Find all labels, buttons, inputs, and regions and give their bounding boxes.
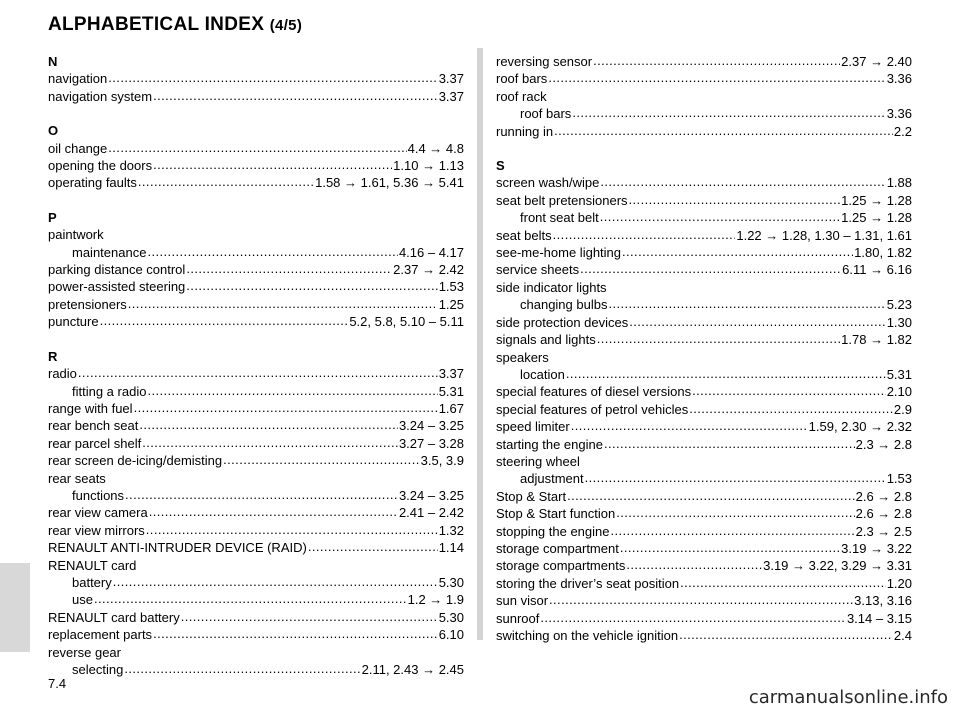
index-entry — [496, 627, 912, 644]
page-reference: 3.27 – 3.28 — [398, 435, 464, 451]
index-entry — [48, 278, 464, 295]
index-subentry — [48, 574, 464, 591]
letter-heading: S — [496, 158, 505, 174]
index-entry — [496, 314, 912, 331]
dot-leader — [580, 260, 841, 274]
entry-label: navigation system — [48, 88, 153, 104]
page-reference: 3.19 → 3.22 — [841, 540, 912, 556]
index-subentry — [48, 383, 464, 400]
page-reference: 3.13, 3.16 — [854, 593, 912, 609]
index-entry — [48, 140, 464, 157]
entry-label: rear bench seat — [48, 418, 139, 434]
dot-leader — [679, 626, 893, 640]
index-entry — [496, 244, 912, 261]
page-number: 7.4 — [48, 676, 67, 691]
dot-leader — [610, 522, 854, 536]
entry-label: sunroof — [496, 610, 540, 626]
dot-leader — [149, 503, 398, 517]
page-reference: 1.14 — [438, 540, 464, 556]
entry-label: location — [520, 366, 565, 382]
index-entry — [496, 227, 912, 244]
page-reference: 1.80, 1.82 — [854, 245, 912, 261]
page-reference: 2.41 – 2.42 — [398, 505, 464, 521]
page-reference: 2.9 — [893, 401, 912, 417]
entry-label: opening the doors — [48, 158, 153, 174]
page-reference: 1.10 → 1.13 — [393, 158, 464, 174]
dot-leader — [620, 539, 840, 553]
page-reference: 5.30 — [438, 574, 464, 590]
page-reference: 2.10 — [886, 384, 912, 400]
page-reference: 3.37 — [438, 71, 464, 87]
dot-leader — [128, 295, 438, 309]
page-reference: 2.37 → 2.42 — [393, 262, 464, 278]
entry-label: parking distance control — [48, 262, 186, 278]
dot-leader — [572, 104, 885, 118]
entry-label: replacement parts — [48, 627, 153, 643]
index-entry — [48, 609, 464, 626]
entry-label: RENAULT ANTI-INTRUDER DEVICE (RAID) — [48, 540, 307, 556]
dot-leader — [626, 556, 762, 570]
page-reference: 1.88 — [886, 175, 912, 191]
dot-leader — [604, 435, 855, 449]
index-entry — [496, 174, 912, 191]
page-reference: 3.5, 3.9 — [420, 453, 464, 469]
index-entry — [496, 505, 912, 522]
dot-leader — [585, 469, 886, 483]
dot-leader — [186, 277, 437, 291]
page-reference: 4.4 → 4.8 — [407, 140, 464, 156]
entry-label: range with fuel — [48, 400, 133, 416]
column-divider — [477, 48, 483, 640]
page-reference: 6.11 → 6.16 — [842, 262, 912, 278]
entry-label: sun visor — [496, 593, 549, 609]
dot-leader — [629, 191, 841, 205]
index-entry — [48, 435, 464, 452]
dot-leader — [680, 574, 886, 588]
index-entry-group: paintwork — [48, 227, 104, 243]
index-subentry — [496, 105, 912, 122]
index-entry-group: reverse gear — [48, 644, 121, 660]
watermark-logo: carmanualsonline.info — [748, 687, 948, 708]
entry-label: Stop & Start — [496, 488, 567, 504]
entry-label: special features of petrol vehicles — [496, 401, 689, 417]
index-entry — [496, 53, 912, 70]
dot-leader — [540, 609, 846, 623]
entry-label: switching on the vehicle ignition — [496, 628, 679, 643]
index-subentry — [48, 591, 464, 608]
page-reference: 1.58 → 1.61, 5.36 → 5.41 — [315, 175, 464, 191]
index-entry — [48, 313, 464, 330]
dot-leader — [108, 69, 437, 83]
entry-label: rear parcel shelf — [48, 435, 142, 451]
index-entry — [496, 592, 912, 609]
page-reference: 1.32 — [438, 522, 464, 538]
dot-leader — [566, 365, 886, 379]
page-reference: 5.2, 5.8, 5.10 – 5.11 — [349, 314, 464, 330]
index-entry — [48, 626, 464, 643]
index-entry — [496, 401, 912, 418]
index-entry — [48, 157, 464, 174]
page-reference: 3.37 — [438, 88, 464, 104]
page-reference: 1.25 → 1.28 — [841, 192, 912, 208]
index-entry — [48, 70, 464, 87]
dot-leader — [153, 87, 438, 101]
entry-label: operating faults — [48, 175, 137, 191]
entry-label: stopping the engine — [496, 523, 610, 539]
dot-leader — [146, 521, 438, 535]
index-entry — [496, 192, 912, 209]
dot-leader — [608, 295, 885, 309]
index-entry — [496, 557, 912, 574]
index-entry — [48, 261, 464, 278]
index-entry — [496, 70, 912, 87]
entry-label: functions — [72, 487, 125, 503]
dot-leader — [600, 173, 885, 187]
dot-leader — [124, 660, 360, 674]
index-entry — [496, 261, 912, 278]
index-entry — [496, 418, 912, 435]
entry-label: oil change — [48, 140, 108, 156]
dot-leader — [223, 451, 419, 465]
entry-label: battery — [72, 574, 112, 590]
dot-leader — [94, 590, 407, 604]
index-entry — [496, 540, 912, 557]
entry-label: starting the engine — [496, 436, 603, 452]
index-entry — [48, 522, 464, 539]
entry-label: special features of diesel versions — [496, 384, 692, 400]
page-reference: 1.53 — [886, 471, 912, 487]
entry-label: RENAULT card battery — [48, 609, 180, 625]
index-entry-group: speakers — [496, 349, 549, 365]
dot-leader — [78, 364, 438, 378]
index-subentry — [48, 487, 464, 504]
entry-label: rear screen de-icing/demisting — [48, 453, 223, 469]
index-entry-group: side indicator lights — [496, 279, 607, 295]
dot-leader — [567, 487, 855, 501]
dot-leader — [622, 243, 853, 257]
page-reference: 1.78 → 1.82 — [841, 332, 912, 348]
page-reference: 2.4 — [893, 628, 912, 643]
dot-leader — [113, 573, 438, 587]
entry-label: maintenance — [72, 244, 147, 260]
index-entry — [48, 452, 464, 469]
index-entry — [48, 88, 464, 105]
index-entry-group: steering wheel — [496, 453, 580, 469]
entry-label: screen wash/wipe — [496, 175, 600, 191]
index-column-right — [496, 53, 912, 644]
dot-leader — [181, 608, 438, 622]
dot-leader — [692, 382, 886, 396]
dot-leader — [186, 260, 392, 274]
entry-label: puncture — [48, 314, 99, 330]
index-entry — [496, 610, 912, 627]
entry-label: see-me-home lighting — [496, 245, 622, 261]
dot-leader — [134, 399, 438, 413]
page-reference: 5.23 — [886, 297, 912, 313]
index-entry — [48, 417, 464, 434]
page-reference: 2.2 — [893, 123, 912, 139]
page-reference: 1.25 → 1.28 — [841, 210, 912, 226]
entry-label: front seat belt — [520, 210, 599, 226]
page-reference: 3.36 — [886, 106, 912, 122]
dot-leader — [108, 139, 406, 153]
page-reference: 2.3 → 2.5 — [855, 523, 912, 539]
index-subentry — [48, 244, 464, 261]
entry-label: power-assisted steering — [48, 279, 186, 295]
index-entry-group: rear seats — [48, 470, 106, 486]
index-entry — [48, 174, 464, 191]
page-reference: 1.53 — [438, 279, 464, 295]
letter-heading: N — [48, 54, 58, 69]
entry-label: use — [72, 592, 93, 608]
entry-label: rear view mirrors — [48, 522, 145, 538]
index-subentry — [496, 366, 912, 383]
dot-leader — [549, 591, 853, 605]
entry-label: seat belts — [496, 227, 552, 243]
entry-label: pretensioners — [48, 296, 127, 312]
entry-label: reversing sensor — [496, 54, 593, 69]
entry-label: fitting a radio — [72, 383, 147, 399]
entry-label: roof bars — [496, 71, 548, 87]
page-reference: 2.6 → 2.8 — [855, 488, 912, 504]
entry-label: adjustment — [520, 471, 584, 487]
index-entry — [48, 400, 464, 417]
dot-leader — [147, 243, 397, 257]
page-reference: 3.36 — [886, 71, 912, 87]
dot-leader — [100, 312, 349, 326]
dot-leader — [308, 538, 438, 552]
dot-leader — [147, 382, 437, 396]
entry-label: running in — [496, 123, 554, 139]
page-reference: 1.25 — [438, 296, 464, 312]
dot-leader — [125, 486, 398, 500]
entry-label: rear view camera — [48, 505, 148, 521]
dot-leader — [139, 416, 398, 430]
section-gap — [48, 192, 464, 209]
index-column-left — [48, 53, 464, 678]
page-reference: 3.14 – 3.15 — [846, 610, 912, 626]
entry-label: changing bulbs — [520, 297, 608, 313]
entry-label: service sheets — [496, 262, 580, 278]
page-reference: 3.37 — [438, 366, 464, 382]
dot-leader — [548, 69, 885, 83]
page-title — [48, 14, 302, 36]
entry-label: roof bars — [520, 106, 572, 122]
dot-leader — [629, 313, 885, 327]
section-tab — [0, 563, 30, 652]
dot-leader — [153, 156, 392, 170]
section-gap — [48, 331, 464, 348]
page-reference: 2.11, 2.43 → 2.45 — [361, 662, 464, 677]
dot-leader — [689, 400, 893, 414]
page-reference: 5.30 — [438, 609, 464, 625]
index-entry — [48, 539, 464, 556]
letter-heading: R — [48, 348, 58, 364]
page-reference: 3.19 → 3.22, 3.29 → 3.31 — [763, 558, 912, 574]
index-entry — [496, 523, 912, 540]
entry-label: selecting — [72, 662, 124, 677]
page-reference: 6.10 — [438, 627, 464, 643]
page-reference: 2.3 → 2.8 — [855, 436, 912, 452]
dot-leader — [600, 208, 840, 222]
title-main: ALPHABETICAL INDEX — [48, 14, 265, 35]
dot-leader — [142, 434, 398, 448]
index-entry — [496, 331, 912, 348]
letter-heading: O — [48, 123, 59, 139]
title-part: (4/5) — [269, 17, 303, 34]
entry-label: storage compartment — [496, 540, 619, 556]
dot-leader — [553, 226, 736, 240]
page-reference: 3.24 – 3.25 — [398, 487, 464, 503]
dot-leader — [138, 173, 314, 187]
section-gap — [48, 105, 464, 122]
dot-leader — [571, 417, 808, 431]
page-reference: 2.37 → 2.40 — [841, 54, 912, 69]
index-entry — [48, 296, 464, 313]
page-reference: 1.30 — [886, 314, 912, 330]
dot-leader — [593, 52, 840, 66]
index-entry-group: roof rack — [496, 88, 547, 104]
index-entry — [496, 436, 912, 453]
index-subentry — [496, 209, 912, 226]
index-entry-group: RENAULT card — [48, 557, 137, 573]
entry-label: signals and lights — [496, 332, 596, 348]
entry-label: speed limiter — [496, 419, 570, 435]
entry-label: storage compartments — [496, 558, 626, 574]
page-reference: 5.31 — [438, 383, 464, 399]
page-reference: 5.31 — [886, 366, 912, 382]
section-gap — [496, 140, 912, 157]
index-entry — [48, 365, 464, 382]
entry-label: seat belt pretensioners — [496, 192, 628, 208]
entry-label: navigation — [48, 71, 108, 87]
entry-label: side protection devices — [496, 314, 629, 330]
dot-leader — [616, 504, 854, 518]
index-entry — [496, 575, 912, 592]
index-subentry — [48, 661, 464, 678]
index-entry — [496, 123, 912, 140]
entry-label: radio — [48, 366, 77, 382]
page-reference: 1.20 — [886, 575, 912, 591]
page-reference: 1.59, 2.30 → 2.32 — [808, 419, 912, 435]
page-reference: 1.22 → 1.28, 1.30 – 1.31, 1.61 — [736, 227, 912, 243]
dot-leader — [153, 625, 438, 639]
index-entry — [496, 488, 912, 505]
dot-leader — [597, 330, 840, 344]
page-reference: 2.6 → 2.8 — [855, 506, 912, 522]
page-reference: 1.2 → 1.9 — [407, 592, 464, 608]
page-reference: 4.16 – 4.17 — [398, 244, 464, 260]
dot-leader — [554, 122, 893, 136]
index-subentry — [496, 470, 912, 487]
entry-label: storing the driver’s seat position — [496, 575, 680, 591]
index-entry — [48, 504, 464, 521]
index-subentry — [496, 296, 912, 313]
entry-label: Stop & Start function — [496, 506, 616, 522]
letter-heading: P — [48, 209, 57, 225]
index-entry — [496, 383, 912, 400]
page-reference: 1.67 — [438, 400, 464, 416]
page-reference: 3.24 – 3.25 — [398, 418, 464, 434]
